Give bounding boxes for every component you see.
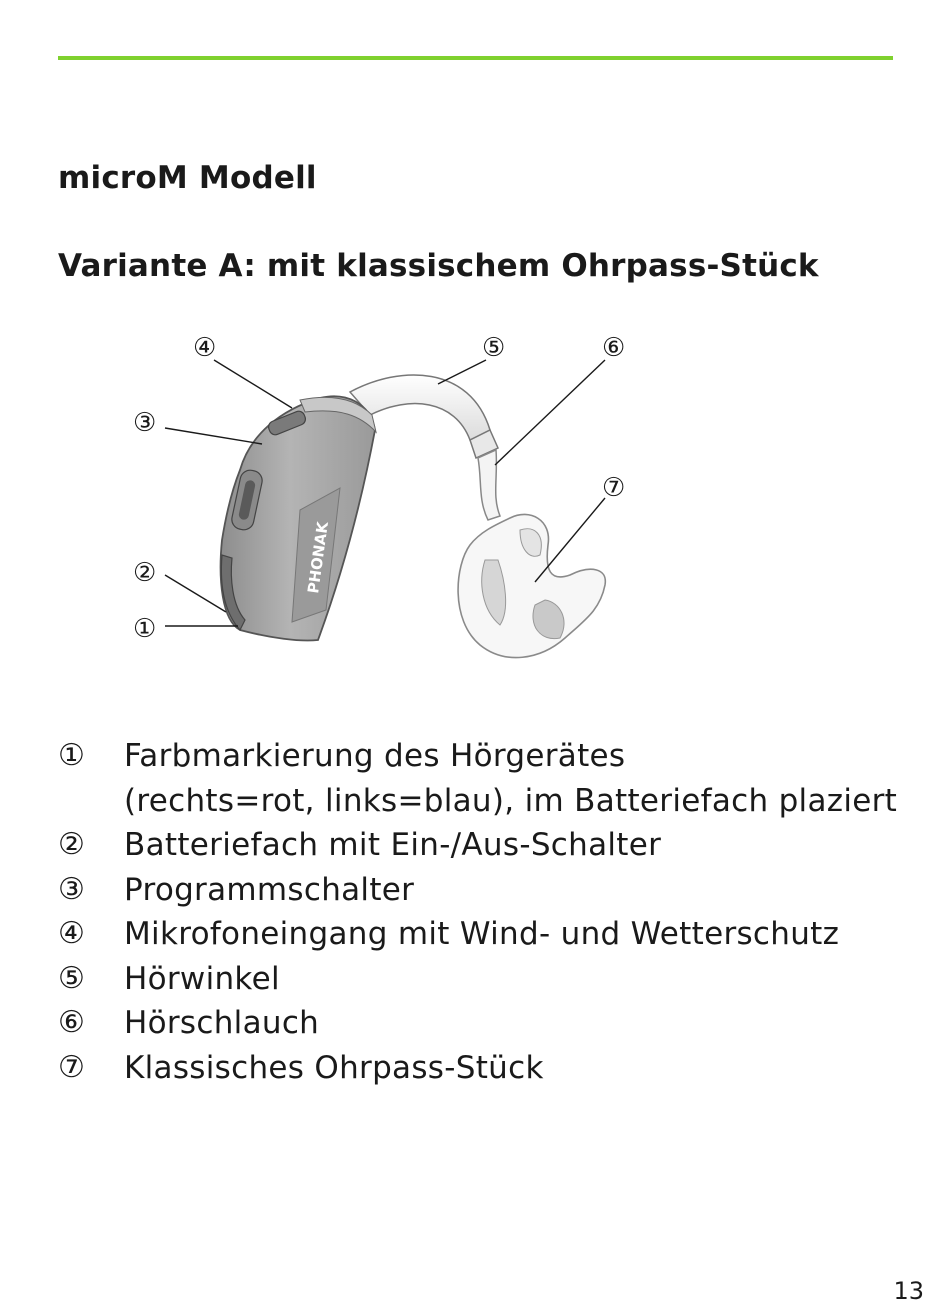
legend-number: ⑦ <box>58 1049 86 1085</box>
tubing <box>478 450 500 520</box>
legend-list <box>58 734 918 1090</box>
legend-text: Hörschlauch <box>124 1005 320 1041</box>
legend-text: Programmschalter <box>124 871 415 908</box>
legend-number: ④ <box>58 916 86 951</box>
callout-6: ⑥ <box>602 333 626 363</box>
callout-5: ⑤ <box>482 333 506 363</box>
legend-item-6 <box>58 1001 918 1046</box>
legend-item-1 <box>58 734 918 823</box>
legend-item-7 <box>58 1046 918 1091</box>
brand-label: PHONAK <box>304 520 332 595</box>
legend-text: Hörwinkel <box>124 960 280 997</box>
legend-number: ③ <box>58 871 86 907</box>
callout-3: ③ <box>133 408 157 438</box>
page-title: microM Modell <box>58 160 317 196</box>
legend-number: ⑤ <box>58 960 86 996</box>
callout-1: ① <box>133 614 157 644</box>
legend-text: Klassisches Ohrpass-Stück <box>124 1049 544 1086</box>
top-divider <box>58 56 893 60</box>
page-number: 13 <box>893 1277 924 1305</box>
legend-number: ② <box>58 827 86 862</box>
callout-4: ④ <box>193 333 217 363</box>
legend-number: ⑥ <box>58 1005 86 1040</box>
callout-7: ⑦ <box>602 473 626 503</box>
legend-text: Batteriefach mit Ein-/Aus-Schalter <box>124 827 662 863</box>
legend-item-3 <box>58 868 918 913</box>
legend-text-continued: (rechts=rot, links=blau), im Batteriefach plaziert <box>124 782 898 819</box>
legend-number: ① <box>58 738 86 773</box>
section-subtitle: Variante A: mit klassischem Ohrpass-Stück <box>58 248 819 284</box>
legend-item-4 <box>58 912 918 957</box>
legend-text: Mikrofoneingang mit Wind- und Wetterschutz <box>124 916 840 952</box>
callout-2: ② <box>133 558 157 588</box>
legend-item-5 <box>58 957 918 1002</box>
legend-text: Farbmarkierung des Hörgerätes <box>124 738 626 774</box>
legend-item-2 <box>58 823 918 868</box>
hearing-aid-illustration <box>0 320 950 700</box>
